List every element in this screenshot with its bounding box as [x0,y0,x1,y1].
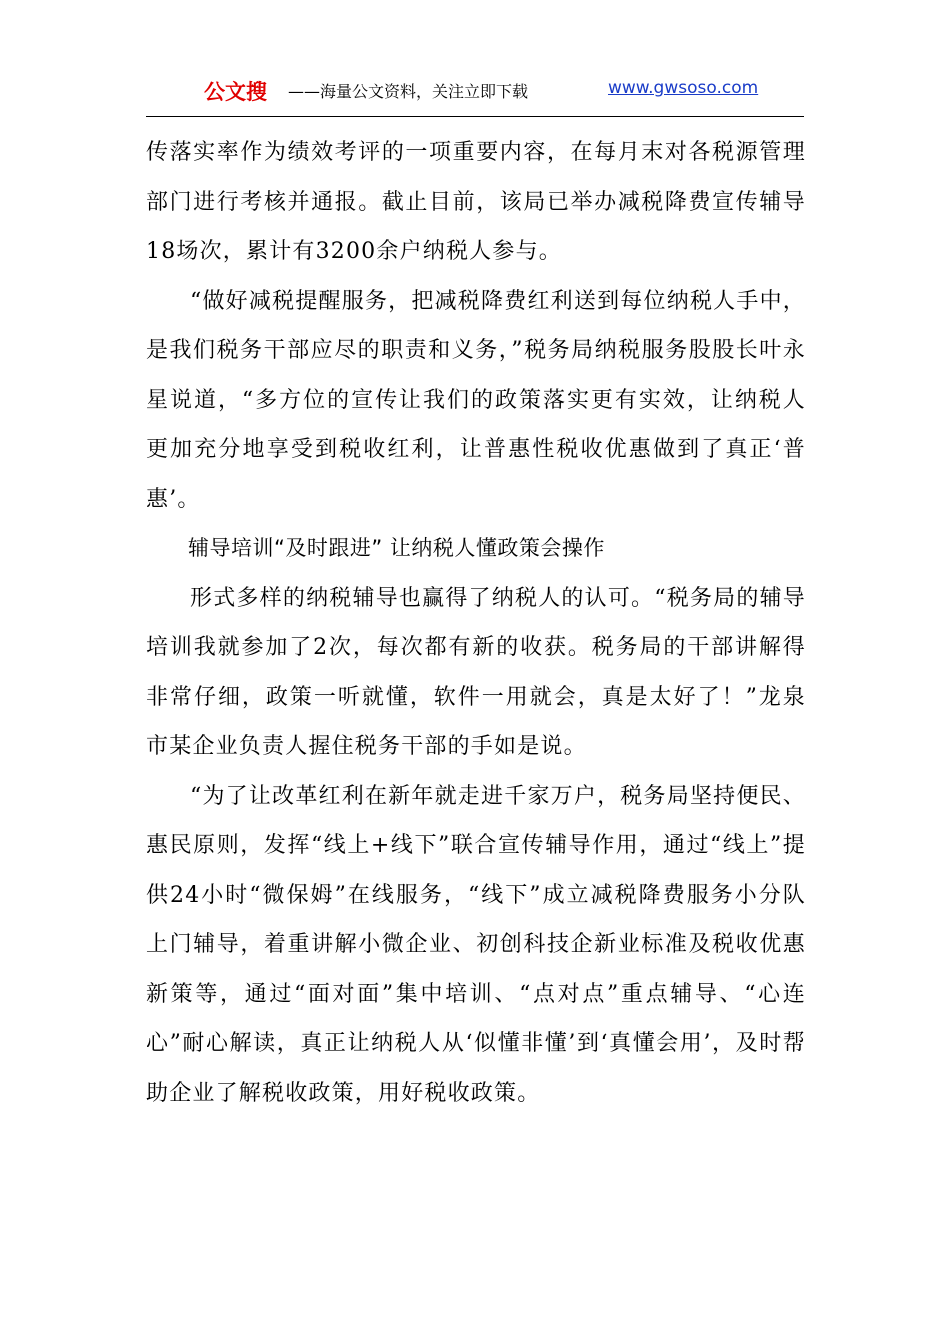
paragraph: 形式多样的纳税辅导也赢得了纳税人的认可。“税务局的辅导培训我就参加了2次，每次都有新的收获。税务局的干部讲解得非常仔细，政策一听就懂，软件一用就会，真是太好了！”龙泉市某企业负责人握住税务干部的手如是说。 [146,585,806,759]
paragraph: “为了让改革红利在新年就走进千家万户，税务局坚持便民、惠民原则，发挥“线上+线下”联合宣传辅导作用，通过“线上”提供24小时“微保姆”在线服务，“线下”成立减税降费服务小分队上门辅导，着重讲解小微企业、初创科技企新业标准及税收优惠新策等，通过“面对面”集中培训、“点对点”重点辅导、“心连心”耐心解读，真正让纳税人从‘似懂非懂’到‘真懂会用’，及时帮助企业了解税收政策，用好税收政策。 [146,783,806,1106]
document-body [146,128,806,1118]
page-header [146,68,804,117]
site-link[interactable]: www.gwsoso.com [608,78,759,98]
paragraph: “做好减税提醒服务，把减税降费红利送到每位纳税人手中，是我们税务干部应尽的职责和义务，”税务局纳税服务股股长叶永星说道，“多方位的宣传让我们的政策落实更有实效，让纳税人更加充分地享受到税收红利，让普惠性税收优惠做到了真正‘普惠’。 [146,288,806,512]
paragraph: 传落实率作为绩效考评的一项重要内容，在每月末对各税源管理部门进行考核并通报。截止目前，该局已举办减税降费宣传辅导18场次，累计有3200余户纳税人参与。 [146,140,806,264]
section-heading: 辅导培训“及时跟进” 让纳税人懂政策会操作 [188,536,605,560]
header-tagline: ——海量公文资料，关注立即下载 [288,82,529,101]
brand-logo-text: 公文搜 [204,80,267,104]
